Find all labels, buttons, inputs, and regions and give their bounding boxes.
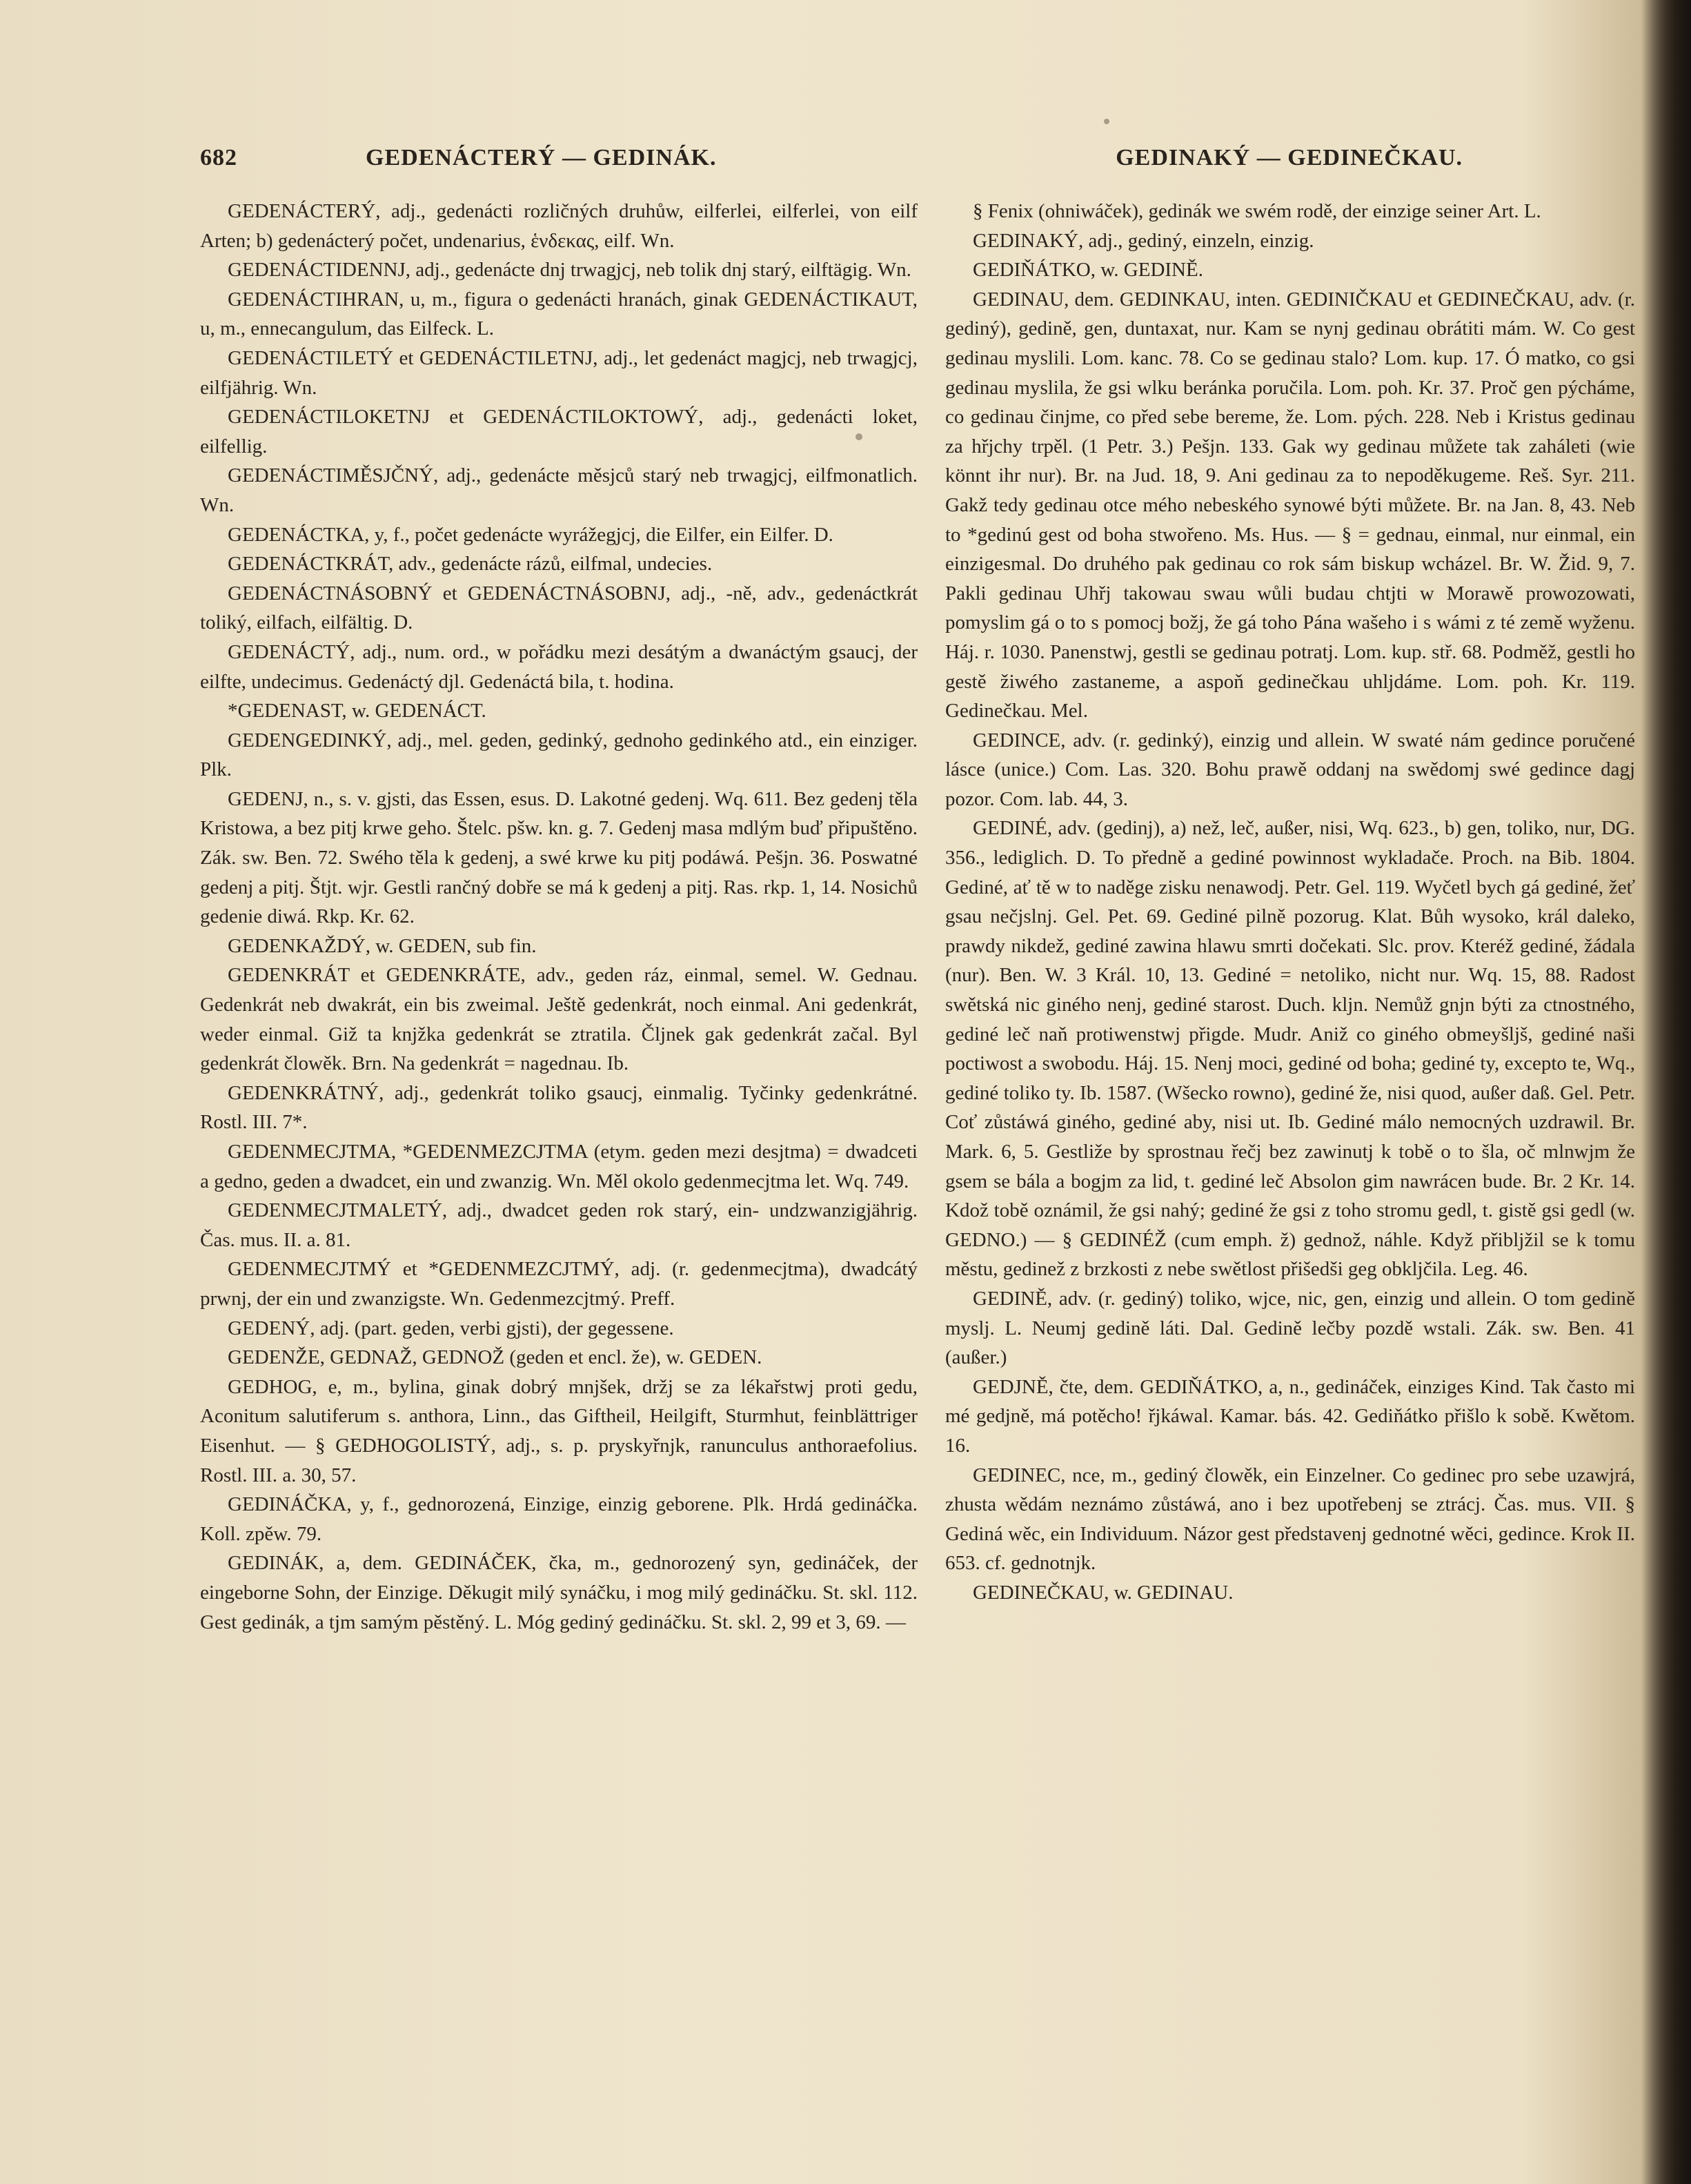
dictionary-entry: GEDIŇÁTKO, w. GEDINĚ. [973,259,1203,282]
dictionary-entry: GEDJNĚ, čte, dem. GEDIŇÁTKO, a, n., gedináček, einziges Kind. Tak často mi mé gedjně, má potěcho! řjkáwal. Kamar. bás. 42. Gediňátko přišlo k sobě. Kwětom. 16. [945,1375,1635,1457]
right-column [945,197,1635,1608]
page-fold-shadow [1643,0,1691,2184]
dictionary-entry: GEDENÁCTKA, y, f., počet gedenácte wyrážegjcj, die Eilfer, ein Eilfer. D. [228,523,833,546]
dictionary-entry: GEDHOG, e, m., bylina, ginak dobrý mnjšek, držj se za lékařstwj proti gedu, Aconitum salutiferum s. anthora, Linn., das Giftheil, Heilgift, Sturmhut, feinblättriger Eisenhut. — § GEDHOGOLISTÝ, adj., s. p. pryskyřnjk, ranunculus anthoraefolius. Rostl. III. a. 30, 57. [200,1375,918,1486]
dictionary-entry: GEDENJ, n., s. v. gjsti, das Essen, esus. D. Lakotné gedenj. Wq. 611. Bez gedenj těla Kristowa, a bez pitj krwe geho. Štelc. pšw. kn. g. 7. Gedenj masa mdlým buď připuštěno. Zák. sw. Ben. 72. Swého těla k gedenj, a swé krwe ku pitj podáwá. Pešjn. 36. Poswatné gedenj a pitj. Štjt. wjr. Gestli rančný dobře se má k gedenj a pitj. Ras. rkp. 1, 14. Nosichů gedenie diwá. Rkp. Kr. 62. [200,787,918,928]
dictionary-entry: GEDENÁCTÝ, adj., num. ord., w pořádku mezi desátým a dwanáctým gsaucj, der eilfte, undecimus. Gedenáctý djl. Gedenáctá bila, t. hodina. [200,640,918,693]
dictionary-entry: GEDINÁK, a, dem. GEDINÁČEK, čka, m., gednorozený syn, gedináček, der eingeborne Sohn, der Einzige. Děkugit milý synáčku, i mog milý gedináčku. St. skl. 112. Gest gedinák, a tjm samým pěstěný. L. Móg gediný gedináčku. St. skl. 2, 99 et 3, 69. — [200,1552,918,1633]
dictionary-entry: GEDENÁCTNÁSOBNÝ et GEDENÁCTNÁSOBNJ, adj., -ně, adv., gedenáctkrát toliký, eilfach, eilfältig. D. [200,582,918,634]
page-number: 682 [200,145,237,170]
dictionary-entry: GEDENKRÁTNÝ, adj., gedenkrát toliko gsaucj, einmalig. Tyčinky gedenkrátné. Rostl. III. 7*. [200,1081,918,1134]
left-column [200,197,918,1637]
dictionary-entry: GEDENÁCTIMĚSJČNÝ, adj., gedenácte měsjců starý neb trwagjcj, eilfmonatlich. Wn. [200,464,918,516]
dictionary-entry: GEDINEČKAU, w. GEDINAU. [973,1581,1234,1604]
dictionary-entry: GEDINĚ, adv. (r. gediný) toliko, wjce, nic, gen, einzig und allein. O tom gedině myslj. L. Neumj gedině láti. Dal. Gedině lečby pozdě wstali. Zák. sw. Ben. 41 (außer.) [945,1287,1635,1369]
page-header [200,145,1463,186]
dictionary-entry: GEDENKRÁT et GEDENKRÁTE, adv., geden ráz, einmal, semel. W. Gednau. Gedenkrát neb dwakrát, ein bis zweimal. Ještě gedenkrát, noch einmal. Ani gedenkrát, weder einmal. Giž ta knjžka gedenkrát se ztratila. Čljnek gak gedenkrát začal. Byl gedenkrát člowěk. Brn. Na gedenkrát = nagednau. Ib. [200,964,918,1075]
dictionary-entry: GEDINÉ, adv. (gedinj), a) než, leč, außer, nisi, Wq. 623., b) gen, toliko, nur, DG. 356., lediglich. D. To předně a gediné powinnost wykladače. Proch. na Bib. 1804. Gediné, ať tě w to naděge zisku nenawodj. Petr. Gel. 119. Wyčetl bych gá gediné, žeť gsau nečjslnj. Gel. Pet. 69. Gediné pilně pozorug. Klat. Bůh wysoko, král daleko, prawdy nikdež, gediné zawina hlawu smrti dočekati. Slc. prov. Kteréž gediné, žádala (nur). Ben. W. 3 Král. 10, 13. Gediné = netoliko, nicht nur. Wq. 15, 88. Radost swětská nic giného nenj, gediné starost. Duch. klјn. Nemůž gnjn býti za ctnostného, gediné leč naň protiwenstwj přigde. Mudr. Aniž co giného obmeyšljš, gediné naši poctiwost a swobodu. Háj. 15. Nenj moci, gediné od boha; gediné ty, excepto te, Wq., gediné toliko ty. Ib. 1587. (Wšecko rowno), gediné že, nisi quod, außer daß. Gel. Petr. Coť zůstáwá giného, gediné aby, nisi ut. Ib. Gediné málo nemocných uzdrawil. Br. Mark. 6, 5. Gestliže by sprostnau řečj bez zawinutj k tobě o to šla, oč mlnwjm že gsem se bála a bogjm za lid, t. gediné leč Absolon gim nawrácen bude. Br. 2 Kr. 14. Kdož tobě oznámil, že gsi nahý; gediné že gsi z toho stromu gedl, t. gistě gsi gedl (w. GEDNO.) — § GEDINÉŽ (cum emph. ž) gednož, náhle. Když přibljžil se k tomu městu, gedinež z brzkosti z nebe swětlost přišedši geg obkljčila. Leg. 46. [945,817,1635,1281]
header-right-title: GEDINAKÝ — GEDINEČKAU. [1116,145,1463,170]
dictionary-entry: GEDENŽE, GEDNAŽ, GEDNOŽ (geden et encl. že), w. GEDEN. [228,1346,762,1369]
dictionary-entry: GEDENÁCTKRÁT, adv., gedenácte rázů, eilfmal, undecies. [228,553,713,575]
dictionary-entry: GEDINEC, nce, m., gediný člowěk, ein Einzelner. Co gedinec pro sebe uzawjrá, zhusta wědám neznámo zůstáwá, ano i bez upotřebenj se ztrácj. Čas. mus. VII. § Gediná wěc, ein Individuum. Názor gest představenj gednotné wěci, gedince. Krok II. 653. cf. gednotnjk. [945,1464,1635,1575]
dictionary-entry: GEDINÁČKA, y, f., gednorozená, Einzige, einzig geborene. Plk. Hrdá gedináčka. Koll. zpěw. 79. [200,1493,918,1545]
dictionary-entry: § Fenix (ohniwáček), gedinák we swém rodě, der einzige seiner Art. L. [973,200,1541,222]
dictionary-entry: GEDENMECJTMÝ et *GEDENMEZCJTMÝ, adj. (r. gedenmecjtma), dwadcátý prwnj, der ein und zwanzigste. Wn. Gedenmezcjtmý. Preff. [200,1258,918,1310]
dictionary-entry: GEDENÁCTIHRAN, u, m., figura o gedenácti hranách, ginak GEDENÁCTIKAUT, u, m., ennecangulum, das Eilfeck. L. [200,288,918,340]
dictionary-entry: GEDENKAŽDÝ, w. GEDEN, sub fin. [228,934,537,957]
dictionary-entry: GEDINAKÝ, adj., gediný, einzeln, einzig. [973,229,1314,252]
dictionary-entry: GEDENMECJTMA, *GEDENMEZCJTMA (etym. geden mezi desjtma) = dwadceti a gedno, geden a dwadcet, ein und zwanzig. Wn. Měl okolo gedenmecjtma let. Wq. 749. [200,1141,918,1192]
dictionary-entry: GEDENÁCTIDENNJ, adj., gedenácte dnj trwagjcj, neb tolik dnj starý, eilftägig. Wn. [228,259,911,282]
dictionary-entry: GEDINAU, dem. GEDINKAU, inten. GEDINIČKAU et GEDINEČKAU, adv. (r. gediný), gedině, gen, duntaxat, nur. Kam se nynj gedinau obrátiti mám. W. Co gest gedinau myslili. Lom. kanc. 78. Co se gedinau stalo? Lom. kup. 17. Ó matko, co gsi gedinau myslila, že gsi wlku beránka poručila. Lom. poh. Kr. 37. Proč gen pýcháme, co gedinau činjme, co před sebe bereme, že. Lom. pých. 228. Neb i Kristus gedinau za hřjchy trpěl. (1 Petr. 3.) Pešjn. 133. Gak wy gedinau můžete tak zaháleti (wie könnt ihr nur). Br. na Jud. 18, 9. Ani gedinau za to nepoděkugeme. Reš. Syr. 211. Gakž tedy gedinau otce mého nebeského synowé býti můžete. Br. na Jan. 8, 43. Neb to *gedinú gest od boha stwořeno. Ms. Hus. — § = gednau, einmal, nur einmal, ein einzigesmal. Do druhého pak gedinau co rok sám biskup wcházel. Br. W. Žid. 9, 7. Pakli gedinau Uhřj takowau swau wůli budau chtjti w Morawě prowozowati, pomyslim gá o to s pomocj božj, že gá toho Pána wašeho i s wámi z té země wyženu. Háj. r. 1030. Panenstwj, gestli se gedinau potratj. Lom. kup. stř. 68. Podměž, gestli ho gestě žiwého zastaneme, a aspoň gedinečkau uhljdáme. Lom. poh. Kr. 119. Gedinečkau. Mel. [945,288,1635,722]
dictionary-entry: *GEDENAST, w. GEDENÁCT. [228,700,486,722]
dictionary-entry: GEDENÁCTERÝ, adj., gedenácti rozličných druhůw, eilferlei, eilferlei, von eilf Arten; b) gedenácterý počet, undenarius, ἑνδεκας, eilf. Wn. [200,200,918,252]
dictionary-entry: GEDINCE, adv. (r. gedinký), einzig und allein. W swaté nám gedince poručené lásce (unice.) Com. Las. 320. Bohu prawě oddanj na swědomj swé gedince dagj pozor. Com. lab. 44, 3. [945,729,1635,810]
dictionary-entry: GEDENMECJTMALETÝ, adj., dwadcet geden rok starý, ein- undzwanzigjährig. Čas. mus. II. a. 81. [200,1199,918,1251]
dictionary-entry: GEDENGEDINKÝ, adj., mel. geden, gedinký, gednoho gedinkého atd., ein einziger. Plk. [200,729,918,781]
ink-speck [1104,119,1109,124]
dictionary-entry: GEDENÁCTILETÝ et GEDENÁCTILETNJ, adj., let gedenáct magjcj, neb trwagjcj, eilfjährig. Wn. [200,346,918,399]
dictionary-entry: GEDENÁCTILOKETNJ et GEDENÁCTILOKTOWÝ, adj., gedenácti loket, eilfellig. [200,406,918,458]
header-left-title: GEDENÁCTERÝ — GEDINÁK. [366,145,717,170]
dictionary-entry: GEDENÝ, adj. (part. geden, verbi gjsti), der gegessene. [228,1317,674,1339]
